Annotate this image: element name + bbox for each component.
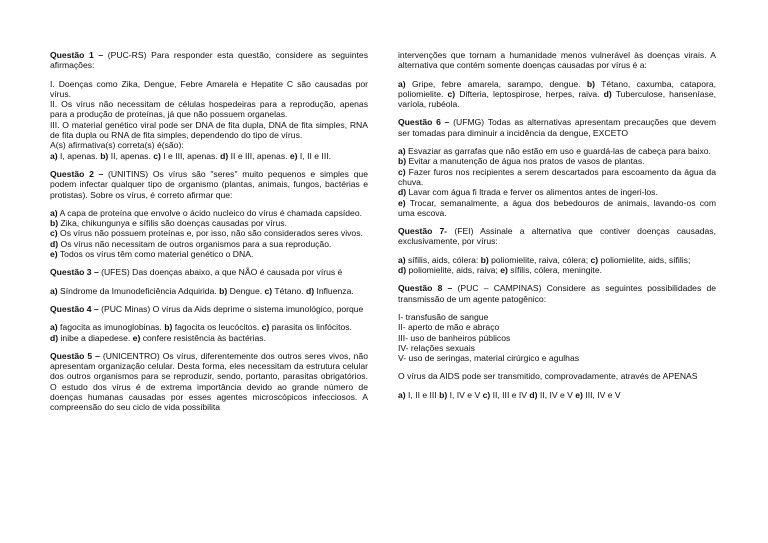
q7-option-e-key: e): [500, 265, 508, 276]
q4-option-d: inibe a diapedese.: [58, 332, 133, 343]
right-column: [398, 50, 716, 408]
q5-option-c: Difteria, leptospirose, herpes, raiva.: [455, 88, 604, 99]
q1-options: [50, 151, 368, 161]
q4-option-c: parasita os linfócitos.: [269, 322, 352, 333]
q6-option-b-key: b): [398, 156, 407, 167]
q3-option-b-key: b): [219, 285, 228, 296]
q3-option-d: Influenza.: [314, 285, 354, 296]
q2-option-b-key: b): [50, 218, 59, 229]
q4-intro: (PUC Minas) O vírus da Aids deprime o sistema imunológico, porque: [98, 303, 364, 314]
q2-option-c-key: c): [50, 228, 58, 239]
q5-stem-continued: intervenções que tornam a humanidade menos vulnerável às doenças virais. A alternativa que contém somente doenças causadas por vírus é a:: [398, 50, 716, 71]
q6-option-d: Lavar com água fi ltrada e ferver os alimentos antes de ingeri-los.: [406, 187, 658, 198]
q2-stem: [50, 169, 368, 200]
q4-option-e-key: e): [132, 332, 141, 343]
q6-option-c: Fazer furos nos recipientes a serem descartados para escoamento da água da chuva.: [398, 166, 716, 187]
q4-options-line-1: [50, 322, 368, 332]
q5-option-d: Tuberculose, hanseníase, varíola, rubéola.: [398, 88, 717, 110]
q7-stem: [398, 226, 716, 247]
q8-option-a-key: a): [398, 389, 406, 400]
q5-option-b-key: b): [586, 78, 595, 89]
q3-stem: [50, 267, 368, 277]
q8-item-3: III- uso de banheiros públicos: [398, 332, 511, 343]
q1-statement-2: II. Os vírus não necessitam de células hospedeiras para a reprodução, apenas para a produção de proteínas, já que não possuem organelas.: [50, 99, 368, 120]
q6-stem: [398, 117, 716, 138]
q7-option-e: sífilis, cólera, meningite.: [507, 265, 602, 276]
q1-intro: (PUC-RS) Para responder esta questão, considere as seguintes afirmações:: [50, 50, 368, 71]
q8-option-e-key: e): [575, 389, 583, 400]
q8-option-b: I, IV e V: [447, 389, 483, 400]
q6-option-e-line: [398, 198, 716, 219]
q1-option-d-key: d): [220, 150, 229, 161]
q2-option-b-line: [50, 218, 368, 228]
q6-option-a: Esvaziar as garrafas que não estão em uso e guardá-las de cabeça para baixo.: [405, 146, 711, 157]
q8-stem: [398, 283, 716, 304]
q6-option-d-key: d): [398, 187, 407, 198]
q8-option-a: I, II e III: [405, 389, 440, 400]
q7-options-line-2: [398, 265, 716, 275]
q1-option-d: II e III, apenas.: [228, 150, 290, 161]
q6-option-c-key: c): [398, 166, 406, 177]
q8-option-e: III, IV e V: [582, 389, 621, 400]
q5-heading: Questão 5 –: [50, 350, 100, 361]
q1-option-e-key: e): [289, 150, 298, 161]
q3-heading: Questão 3 –: [50, 267, 99, 278]
q2-option-a-line: [50, 208, 368, 218]
q1-option-a-key: a): [50, 150, 58, 161]
q6-option-b-line: [398, 156, 716, 166]
q7-option-b-key: b): [480, 254, 489, 265]
q4-option-e: confere resistência às bactérias.: [140, 332, 266, 343]
q8-option-c-key: c): [482, 389, 491, 400]
q2-option-c: Os vírus não possuem proteínas e, por isso, não são considerados seres vivos.: [57, 228, 363, 239]
q2-option-b: Zika, chikungunya e sífilis são doenças causadas por vírus.: [58, 218, 287, 229]
q7-option-c: poliomielite, aids, sífilis;: [598, 254, 691, 265]
q3-option-b: Dengue.: [227, 285, 265, 296]
q3-option-a: Síndrome da Imunodeficiência Adquirida.: [57, 285, 220, 296]
q1-option-b-key: b): [100, 150, 109, 161]
q5-stem: [50, 351, 368, 413]
q2-intro: (UNITINS) Os vírus são "seres" muito pequenos e simples que podem infectar qualquer tipo de organismo (plantas, animais, fungos, bactérias e protistas). Sobre os vírus, é correto afirmar que:: [50, 168, 368, 200]
q8-option-c: II, III e IV: [490, 389, 530, 400]
q2-option-d-line: [50, 239, 368, 249]
q3-option-c: Tétano.: [272, 285, 306, 296]
q2-option-a: A capa de proteína que envolve o ácido nucleico do vírus é chamada capsídeo.: [57, 207, 362, 218]
q1-option-c-key: c): [153, 150, 161, 161]
q6-option-a-key: a): [398, 146, 406, 157]
q8-option-d-key: d): [529, 389, 538, 400]
q1-statement-1: I. Doenças como Zika, Dengue, Febre Amarela e Hepatite C são causadas por vírus.: [50, 78, 368, 99]
q2-option-c-line: [50, 228, 368, 238]
q7-intro: (FEI) Assinale a alternativa que contiver doenças causadas, exclusivamente, por vírus:: [398, 226, 716, 247]
q2-option-e-line: [50, 249, 368, 259]
q3-option-c-key: c): [264, 285, 273, 296]
q5-option-b: Tétano, caxumba, catapora, poliomielite.: [398, 78, 716, 99]
q5-option-d-key: d): [603, 88, 612, 99]
q2-heading: Questão 2 –: [50, 168, 104, 179]
q6-option-e-key: e): [398, 197, 406, 208]
q7-option-a: sífilis, aids, cólera:: [405, 254, 481, 265]
q8-heading: Questão 8 –: [398, 283, 453, 294]
q6-option-d-line: [398, 187, 716, 197]
q4-option-d-key: d): [50, 332, 59, 343]
left-column: [50, 50, 368, 421]
q7-option-d: poliomielite, aids, raiva;: [406, 265, 501, 276]
q8-item-5: V- uso de seringas, material cirúrgico e agulhas: [398, 353, 580, 364]
q7-option-d-key: d): [398, 265, 407, 276]
q7-option-b: poliomielite, raiva, cólera;: [488, 254, 591, 265]
q5-option-c-key: c): [447, 88, 456, 99]
q1-statement-3: III. O material genético viral pode ser DNA de fita dupla, DNA de fita simples, RNA de fita dupla ou RNA de fita simples, dependendo do tipo de vírus.: [50, 119, 368, 141]
q3-option-d-key: d): [305, 285, 315, 296]
q1-prompt: A(s) afirmativa(s) correta(s) é(são):: [50, 140, 184, 151]
q2-option-e-key: e): [50, 249, 58, 260]
q6-option-a-line: [398, 146, 716, 156]
q1-option-e: I, II e III.: [297, 150, 331, 161]
q4-option-c-key: c): [261, 322, 270, 333]
q2-option-d: Os vírus não necessitam de outros organismos para a sua reprodução.: [58, 238, 332, 249]
q6-heading: Questão 6 –: [398, 117, 450, 128]
q3-option-a-key: a): [50, 285, 58, 296]
q4-option-a: fagocita as imunoglobinas.: [57, 322, 165, 333]
q8-options: [398, 390, 716, 400]
q2-option-d-key: d): [50, 238, 59, 249]
q4-option-a-key: a): [50, 322, 58, 333]
q5-option-a: Gripe, febre amarela, sarampo, dengue.: [405, 78, 587, 89]
q4-stem: [50, 304, 368, 314]
q8-item-4: IV- relações sexuais: [398, 342, 475, 353]
q7-option-c-key: c): [590, 254, 599, 265]
q3-intro: (UFES) Das doenças abaixo, a que NÃO é causada por vírus é: [98, 267, 343, 278]
q8-option-b-key: b): [439, 389, 448, 400]
q8-option-d: II, IV e V: [537, 389, 576, 400]
q1-option-c: I e III, apenas.: [160, 150, 221, 161]
q5-option-a-key: a): [398, 78, 406, 89]
q2-option-e: Todos os vírus têm como material genético o DNA.: [57, 249, 254, 260]
q5-intro: (UNICENTRO) Os vírus, diferentemente dos outros seres vivos, não apresentam organização celular. Desta forma, eles necessitam da estrutura celular dos outros organismos para se reproduzir, sendo, portanto, parasitas obrigatórios. O estudo dos vírus é de extrema importância devido ao grande número de doenças humanas causadas por esses agentes microscópicos infecciosos. A compreensão do seu ciclo de vida possibilita: [50, 350, 368, 413]
q5-options: [398, 79, 716, 110]
q1-option-a: I, apenas.: [57, 150, 101, 161]
q7-option-a-key: a): [398, 254, 406, 265]
q3-options: [50, 286, 368, 296]
q1-heading: Questão 1 –: [50, 50, 104, 60]
q6-intro: (UFMG) Todas as alternativas apresentam precauções que devem ser tomadas para diminuir a incidência da dengue, EXCETO: [398, 117, 716, 138]
q7-heading: Questão 7-: [398, 226, 448, 237]
q1-option-b: II, apenas.: [108, 150, 154, 161]
q6-option-e: Trocar, semanalmente, a água dos bebedouros de animais, lavando-os com uma escova.: [398, 197, 716, 218]
q4-heading: Questão 4 –: [50, 303, 99, 314]
q6-option-c-line: [398, 167, 716, 188]
q8-intro: (PUC – CAMPINAS) Considere as seguintes possibilidades de transmissão de um agente patogênico:: [398, 283, 717, 304]
q6-option-b: Evitar a manutenção de água nos pratos de vasos de plantas.: [406, 156, 645, 167]
q4-option-b-key: b): [164, 322, 173, 333]
q8-item-1: I- transfusão de sangue: [398, 311, 489, 322]
q4-options-line-2: [50, 333, 368, 343]
q1-stem: [50, 50, 368, 71]
q8-item-2: II- aperto de mão e abraço: [398, 322, 500, 333]
q7-options-line-1: [398, 255, 716, 265]
q4-option-b: fagocita os leucócitos.: [172, 322, 262, 333]
q2-option-a-key: a): [50, 207, 58, 218]
q8-question: O vírus da AIDS pode ser transmitido, comprovadamente, através de APENAS: [398, 371, 698, 382]
